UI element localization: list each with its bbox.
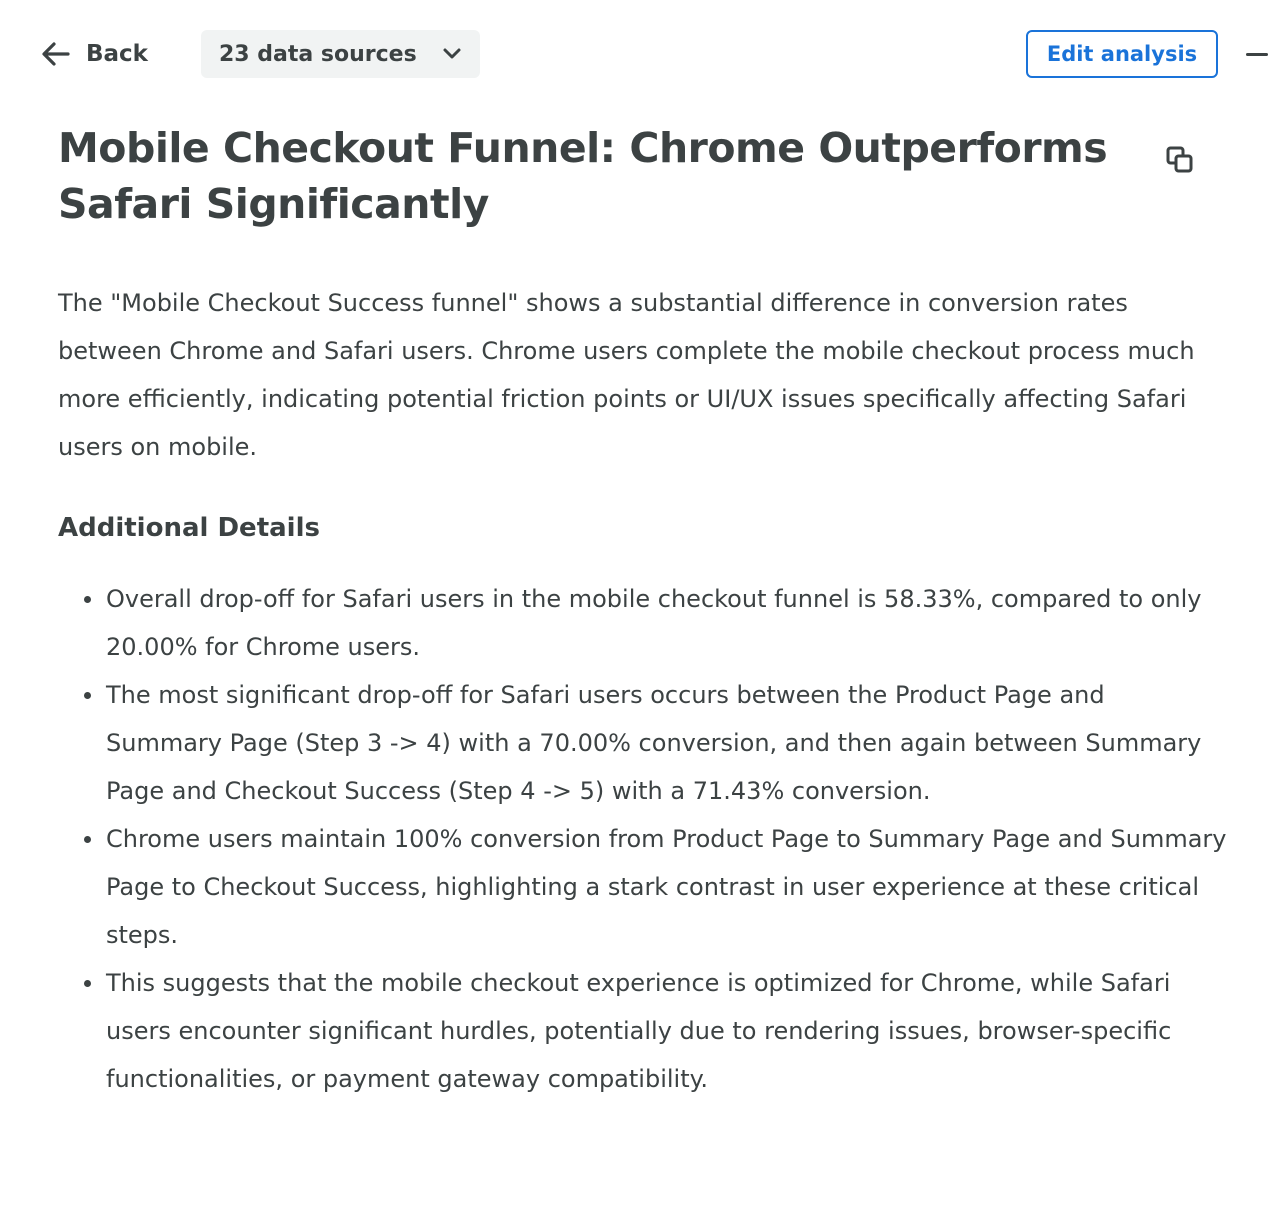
details-list (58, 575, 1228, 1103)
data-sources-dropdown[interactable] (201, 30, 480, 78)
analysis-title: Mobile Checkout Funnel: Chrome Outperforms Safari Significantly (58, 124, 1108, 228)
arrow-left-icon (40, 41, 70, 67)
data-sources-label: 23 data sources (219, 41, 417, 67)
top-bar (0, 0, 1282, 110)
analysis-summary: The "Mobile Checkout Success funnel" shows a substantial difference in conversion rates between Chrome and Safari users. Chrome users complete the mobile checkout process much more efficiently, indicating potential friction points or UI/UX issues specifically affecting Safari users on mobile. (58, 289, 1195, 461)
detail-item: This suggests that the mobile checkout experience is optimized for Chrome, while Safari users encounter significant hurdles, potentially due to rendering issues, browser-specific functionalities, or payment gateway compatibility. (106, 959, 1228, 1103)
detail-item: Chrome users maintain 100% conversion from Product Page to Summary Page and Summary Page to Checkout Success, highlighting a stark contrast in user experience at these critical steps. (106, 815, 1228, 959)
detail-item: Overall drop-off for Safari users in the mobile checkout funnel is 58.33%, compared to only 20.00% for Chrome users. (106, 575, 1228, 671)
detail-item: The most significant drop-off for Safari users occurs between the Product Page and Summary Page (Step 3 -> 4) with a 70.00% conversion, and then again between Summary Page and Checkout Success (Step 4 -> 5) with a 71.43% conversion. (106, 671, 1228, 815)
edit-analysis-button[interactable]: Edit analysis (1026, 30, 1218, 78)
back-label: Back (86, 41, 148, 67)
copy-button[interactable] (1164, 144, 1196, 176)
details-heading: Additional Details (58, 513, 320, 543)
back-button[interactable] (40, 30, 148, 78)
minimize-icon[interactable] (1246, 53, 1268, 56)
copy-icon (1164, 161, 1196, 180)
chevron-down-icon (442, 45, 462, 64)
